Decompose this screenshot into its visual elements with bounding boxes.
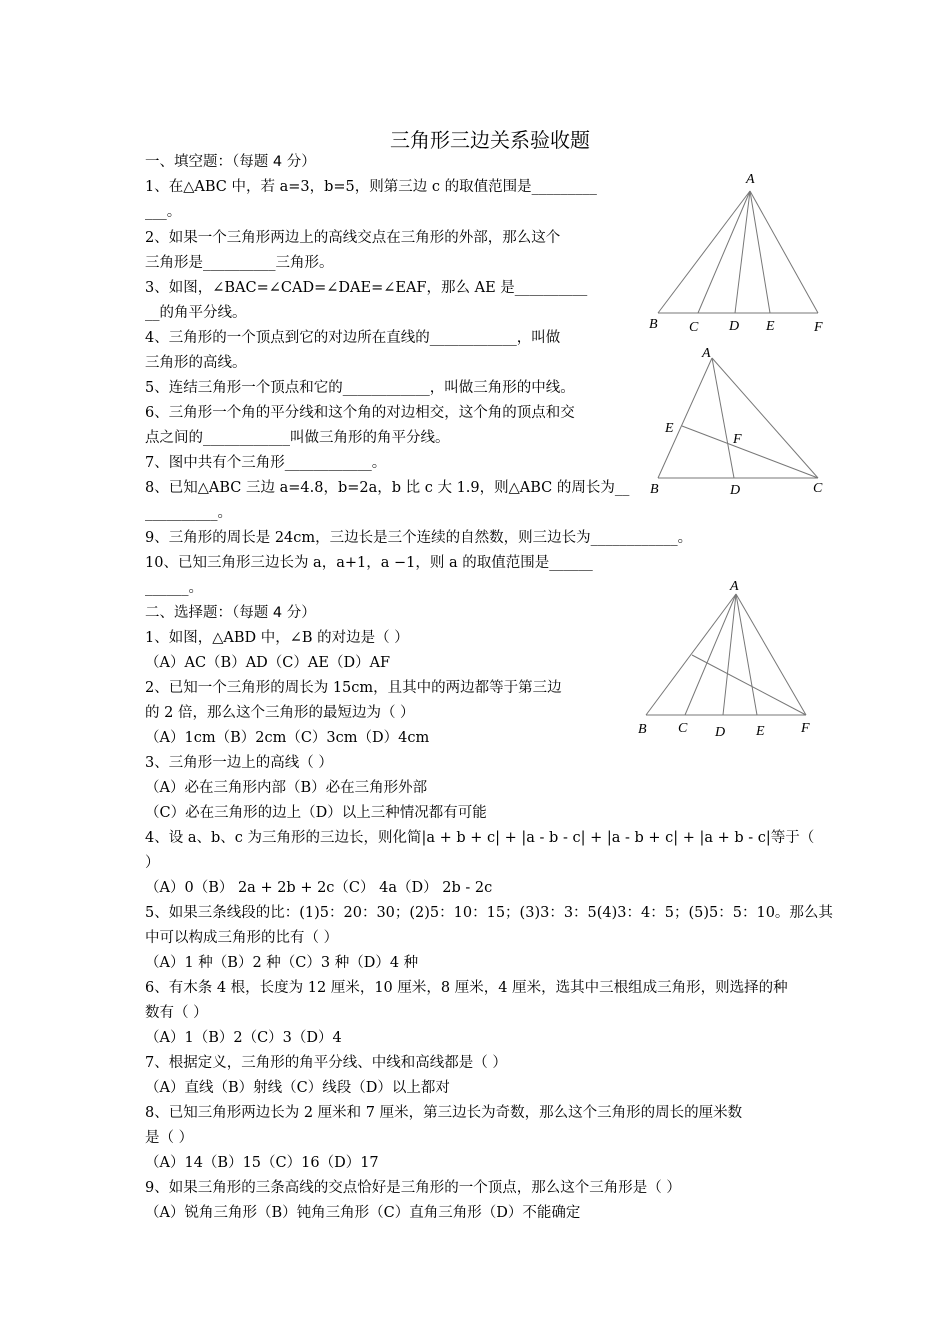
question-line: 中可以构成三角形的比有（ ）	[145, 930, 339, 946]
fig2-label-a: A	[702, 346, 711, 361]
question-line: 6、有木条 4 根，长度为 12 厘米，10 厘米，8 厘米，4 厘米，选其中三根组成三角形，则选择的种	[145, 980, 788, 996]
question-line: 6、三角形一个角的平分线和这个角的对边相交，这个角的顶点和交	[145, 405, 575, 421]
fig2-label-f: F	[733, 432, 742, 447]
question-line: （A）1 种（B）2 种（C）3 种（D）4 种	[145, 955, 419, 971]
question-line: __的角平分线。	[145, 305, 247, 321]
question-line: ______。	[145, 580, 203, 596]
question-line: 5、如果三条线段的比：(1)5：20：30；(2)5：10：15；(3)3：3：5(4)3：4：5；(5)5：5：10。那么其	[145, 905, 833, 921]
fig2-label-c: C	[813, 481, 823, 496]
question-line: 2、如果一个三角形两边上的高线交点在三角形的外部，那么这个	[145, 230, 561, 246]
question-line: 10、已知三角形三边长为 a，a+1，a −1，则 a 的取值范围是______	[145, 555, 593, 571]
figure-3	[630, 572, 830, 747]
question-line: （A）1cm（B）2cm（C）3cm（D）4cm	[145, 730, 430, 746]
question-line: 3、三角形一边上的高线（ ）	[145, 755, 333, 771]
page-title: 三角形三边关系验收题	[390, 128, 590, 152]
fig2-label-b: B	[650, 482, 659, 497]
question-line: 二、选择题：（每题 4 分）	[145, 605, 316, 621]
question-line: 数有（ ）	[145, 1005, 208, 1021]
fig1-label-a: A	[746, 172, 755, 187]
question-line: 点之间的____________叫做三角形的角平分线。	[145, 430, 450, 446]
fig3-label-b: B	[638, 722, 647, 737]
question-line: 三角形的高线。	[145, 355, 247, 371]
question-line: 一、填空题：（每题 4 分）	[145, 154, 316, 170]
fig1-label-f: F	[814, 320, 823, 335]
fig3-label-d: D	[715, 725, 726, 740]
question-line: 3、如图，∠BAC=∠CAD=∠DAE=∠EAF，那么 AE 是__________	[145, 280, 588, 296]
fig1-label-b: B	[649, 317, 658, 332]
fig3-label-c: C	[678, 721, 688, 736]
fig2-label-d: D	[730, 483, 741, 498]
figure-1	[640, 165, 840, 340]
question-line: 9、如果三角形的三条高线的交点恰好是三角形的一个顶点，那么这个三角形是（ ）	[145, 1180, 681, 1196]
question-line: 是（ ）	[145, 1130, 194, 1146]
question-line: 三角形是__________三角形。	[145, 255, 334, 271]
fig3-label-a: A	[730, 579, 739, 594]
question-line: （C）必在三角形的边上（D）以上三种情况都有可能	[145, 805, 487, 821]
fig3-label-e: E	[756, 724, 765, 739]
question-line: ___。	[145, 204, 182, 220]
fig3-label-f: F	[801, 721, 810, 736]
question-line: ）	[145, 855, 160, 871]
question-line: （A）0（B） 2a + 2b + 2c（C） 4a（D） 2b - 2c	[145, 880, 493, 896]
fig2-label-e: E	[665, 421, 674, 436]
fig1-label-d: D	[729, 319, 740, 334]
question-line: 8、已知三角形两边长为 2 厘米和 7 厘米，第三边长为奇数，那么这个三角形的周长的厘米数	[145, 1105, 743, 1121]
fig1-label-c: C	[689, 320, 699, 335]
question-line: __________。	[145, 505, 232, 521]
question-line: 7、根据定义，三角形的角平分线、中线和高线都是（ ）	[145, 1055, 507, 1071]
question-line: 4、设 a、b、c 为三角形的三边长，则化简|a + b + c| + |a - b - c| + |a - b + c| + |a + b - c|等于（	[145, 830, 815, 846]
question-line: 4、三角形的一个顶点到它的对边所在直线的____________，叫做	[145, 330, 561, 346]
question-line: 9、三角形的周长是 24cm，三边长是三个连续的自然数，则三边长为____________。	[145, 530, 693, 546]
question-line: （A）必在三角形内部（B）必在三角形外部	[145, 780, 428, 796]
question-line: 的 2 倍，那么这个三角形的最短边为（ ）	[145, 705, 415, 721]
question-line: （A）1（B）2（C）3（D）4	[145, 1030, 342, 1046]
question-line: （A）锐角三角形（B）钝角三角形（C）直角三角形（D）不能确定	[145, 1205, 581, 1221]
question-line: （A）AC（B）AD（C）AE（D）AF	[145, 655, 391, 671]
question-line: 7、图中共有个三角形____________。	[145, 455, 387, 471]
question-line: 1、在△ABC 中，若 a=3，b=5，则第三边 c 的取值范围是_________	[145, 179, 597, 195]
question-line: 8、已知△ABC 三边 a=4.8，b=2a，b 比 c 大 1.9，则△ABC 的周长为__	[145, 480, 630, 496]
question-line: 5、连结三角形一个顶点和它的____________，叫做三角形的中线。	[145, 380, 575, 396]
question-line: 2、已知一个三角形的周长为 15cm，且其中的两边都等于第三边	[145, 680, 562, 696]
figure-2	[640, 340, 840, 505]
fig1-label-e: E	[766, 319, 775, 334]
question-line: （A）14（B）15（C）16（D）17	[145, 1155, 379, 1171]
question-line: 1、如图，△ABD 中，∠B 的对边是（ ）	[145, 630, 409, 646]
question-line: （A）直线（B）射线（C）线段（D）以上都对	[145, 1080, 450, 1096]
